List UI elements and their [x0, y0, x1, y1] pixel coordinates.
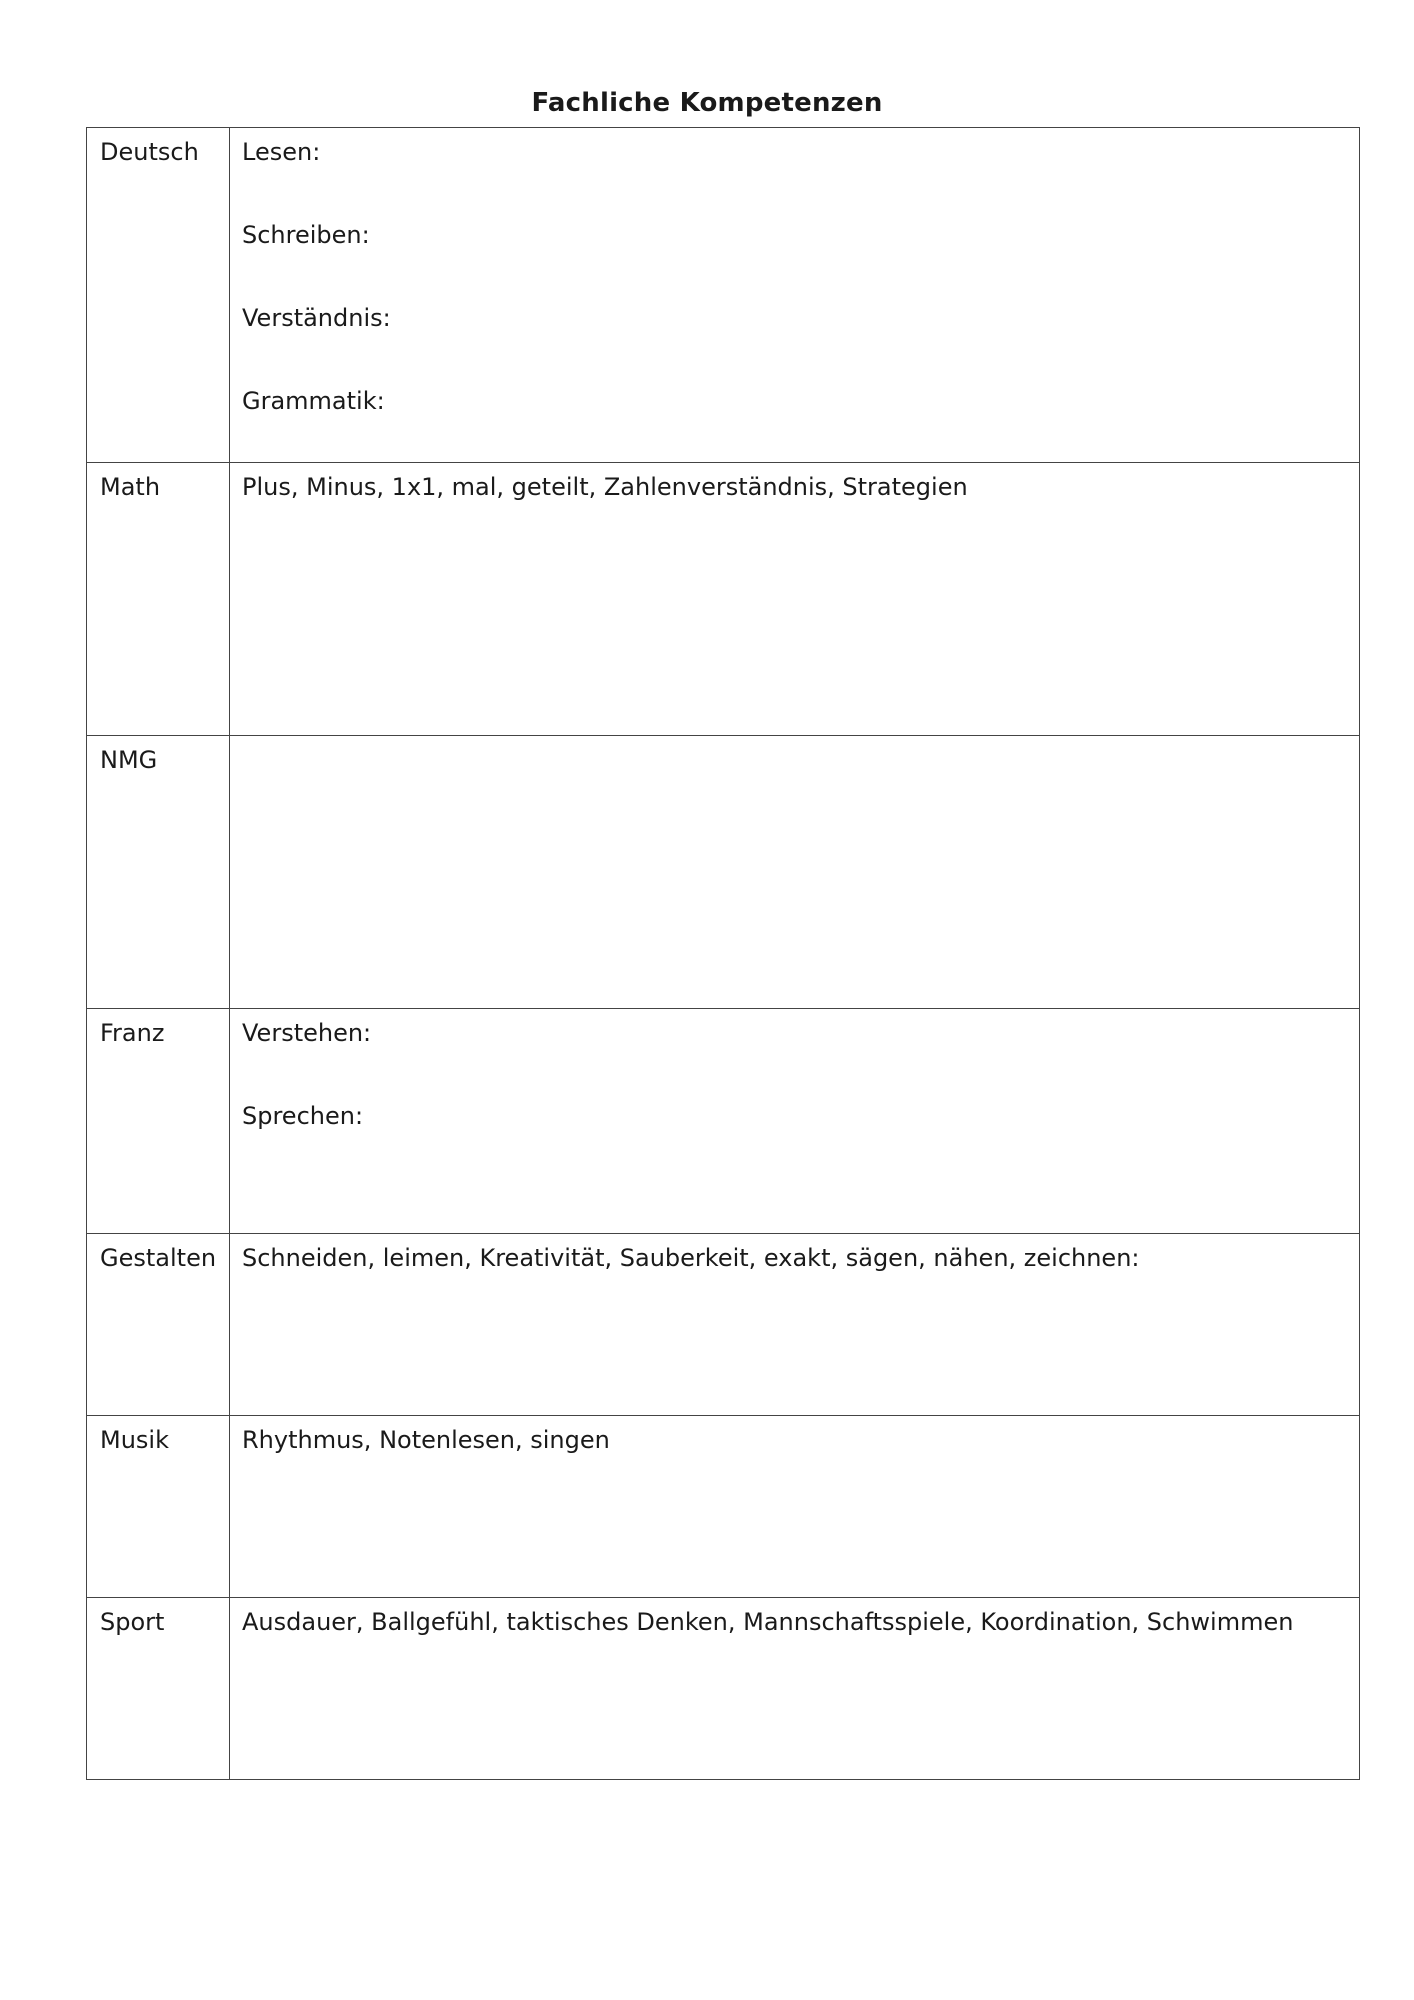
- content-math: [230, 463, 1360, 736]
- deutsch-verstaendnis-label: Verständnis:: [242, 304, 391, 332]
- content-gestalten: [230, 1234, 1360, 1416]
- table-row-gestalten: [87, 1234, 1360, 1416]
- content-sport: [230, 1598, 1360, 1780]
- subject-math: Math: [87, 463, 230, 736]
- sport-competences: Ausdauer, Ballgefühl, taktisches Denken, Mannschaftsspiele, Koordination, Schwimmen: [242, 1608, 1294, 1636]
- subject-gestalten: Gestalten: [87, 1234, 230, 1416]
- table-row-sport: [87, 1598, 1360, 1780]
- competence-table: [86, 127, 1360, 1780]
- subject-sport: Sport: [87, 1598, 230, 1780]
- table-row-musik: [87, 1416, 1360, 1598]
- table-row-nmg: [87, 736, 1360, 1009]
- subject-musik: Musik: [87, 1416, 230, 1598]
- table-row-franz: [87, 1009, 1360, 1234]
- math-competences: Plus, Minus, 1x1, mal, geteilt, Zahlenverständnis, Strategien: [242, 473, 968, 501]
- table-row-math: [87, 463, 1360, 736]
- franz-sprechen-label: Sprechen:: [242, 1102, 364, 1130]
- content-musik: [230, 1416, 1360, 1598]
- content-deutsch: [230, 128, 1360, 463]
- deutsch-schreiben-label: Schreiben:: [242, 221, 370, 249]
- table-row-deutsch: [87, 128, 1360, 463]
- subject-deutsch: Deutsch: [87, 128, 230, 463]
- musik-competences: Rhythmus, Notenlesen, singen: [242, 1426, 610, 1454]
- content-franz: [230, 1009, 1360, 1234]
- content-nmg: [230, 736, 1360, 1009]
- deutsch-lesen-label: Lesen:: [242, 138, 321, 166]
- subject-nmg: NMG: [87, 736, 230, 1009]
- gestalten-competences: Schneiden, leimen, Kreativität, Sauberkeit, exakt, sägen, nähen, zeichnen:: [242, 1244, 1140, 1272]
- deutsch-grammatik-label: Grammatik:: [242, 387, 385, 415]
- subject-franz: Franz: [87, 1009, 230, 1234]
- page-title: Fachliche Kompetenzen: [531, 88, 883, 118]
- franz-verstehen-label: Verstehen:: [242, 1019, 372, 1047]
